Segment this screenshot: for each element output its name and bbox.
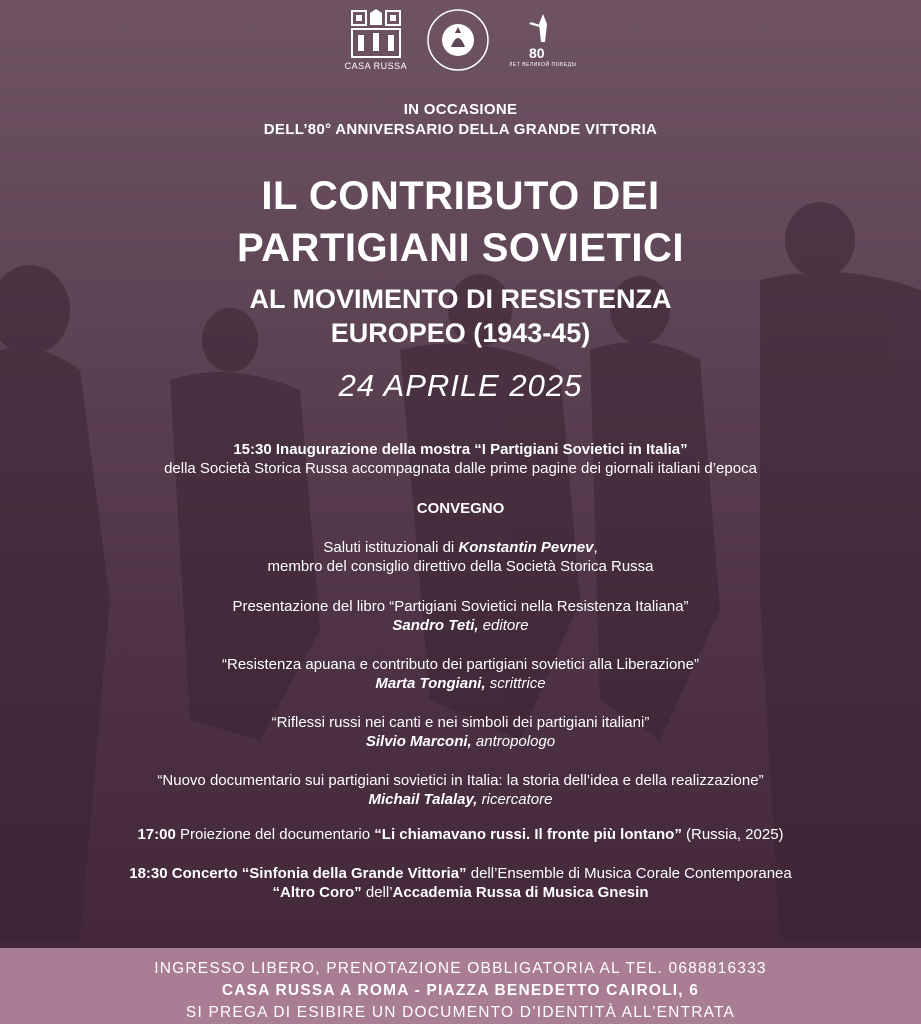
info-footer bbox=[0, 948, 921, 1024]
talk-role: scrittrice bbox=[485, 675, 546, 692]
logo1-text: CASA RUSSA bbox=[344, 61, 408, 71]
convegno-heading: CONVEGNO bbox=[416, 500, 505, 517]
talk-speaker: Michail Talalay, bbox=[368, 791, 478, 808]
talk-title: “Riflessi russi nei canti e nei simboli dei partigiani italiani” bbox=[271, 714, 650, 731]
talk-role: ricercatore bbox=[477, 791, 553, 808]
main-title bbox=[0, 170, 921, 274]
victory-80-logo bbox=[509, 6, 576, 74]
casa-russa-emblem-icon bbox=[350, 9, 402, 59]
talk-item bbox=[0, 771, 921, 809]
talk-role: editore bbox=[478, 617, 529, 634]
gnesin-academy-logo bbox=[425, 6, 491, 74]
opening-item bbox=[0, 440, 921, 478]
concert-connector: dell’ bbox=[361, 884, 393, 901]
opening-description: della Società Storica Russa accompagnata dalle prime pagine dei giornali italiani d’epoca bbox=[164, 460, 757, 477]
footer-address: CASA RUSSA A ROMA - PIAZZA BENEDETTO CAIROLI, 6 bbox=[221, 982, 700, 999]
talk-title: “Nuovo documentario sui partigiani sovietici in Italia: la storia dell’idea e della realizzazione” bbox=[157, 772, 764, 789]
talk-speaker: Silvio Marconi, bbox=[365, 733, 472, 750]
logo3-number: 80 bbox=[528, 45, 545, 60]
title-line4: EUROPEO (1943-45) bbox=[330, 318, 591, 348]
screening-suffix: (Russia, 2025) bbox=[681, 826, 784, 843]
title-line2: PARTIGIANI SOVIETICI bbox=[236, 226, 685, 270]
talk-speaker: Marta Tongiani, bbox=[375, 675, 486, 692]
occasion-heading bbox=[0, 100, 921, 140]
footer-line1: INGRESSO LIBERO, PRENOTAZIONE OBBLIGATORIA AL TEL. 0688816333 bbox=[154, 960, 767, 977]
greeting-item bbox=[0, 538, 921, 576]
choir-name: “Altro Coro” bbox=[272, 884, 362, 901]
occasion-line2: DELL’80° ANNIVERSARIO DELLA GRANDE VITTORIA bbox=[263, 121, 658, 138]
casa-russa-logo bbox=[345, 6, 408, 74]
talk-title: “Resistenza apuana e contributo dei partigiani sovietici alla Liberazione” bbox=[222, 656, 699, 673]
event-date: 24 APRILE 2025 bbox=[338, 368, 583, 403]
talk-item bbox=[0, 597, 921, 635]
occasion-line1: IN OCCASIONE bbox=[403, 101, 518, 118]
concert-title: 18:30 Concerto “Sinfonia della Grande Vittoria” bbox=[129, 865, 467, 882]
greeting-role: membro del consiglio direttivo della Società Storica Russa bbox=[267, 558, 654, 575]
sub-title bbox=[0, 282, 921, 350]
talk-item bbox=[0, 655, 921, 693]
talk-role: antropologo bbox=[471, 733, 556, 750]
greeting-prefix: Saluti istituzionali di bbox=[323, 539, 459, 556]
logo-bar bbox=[0, 6, 921, 74]
talk-speaker: Sandro Teti, bbox=[392, 617, 479, 634]
screening-text: Proiezione del documentario bbox=[175, 826, 375, 843]
opening-title: Inaugurazione della mostra “I Partigiani Sovietici in Italia” bbox=[275, 441, 688, 458]
concert-item bbox=[0, 864, 921, 902]
screening-item bbox=[0, 825, 921, 844]
concert-text: dell’Ensemble di Musica Corale Contemporanea bbox=[466, 865, 792, 882]
greeting-suffix: , bbox=[593, 539, 598, 556]
talk-item bbox=[0, 713, 921, 751]
gnesin-emblem-icon bbox=[425, 7, 491, 73]
footer-line3: SI PREGA DI ESIBIRE UN DOCUMENTO D’IDENTITÀ ALL’ENTRATA bbox=[185, 1004, 736, 1021]
talk-title: Presentazione del libro “Partigiani Sovietici nella Resistenza Italiana” bbox=[232, 598, 689, 615]
screening-title: “Li chiamavano russi. Il fronte più lontano” bbox=[374, 826, 682, 843]
greeting-speaker: Konstantin Pevnev bbox=[458, 539, 594, 556]
victory-monument-icon bbox=[523, 12, 563, 60]
title-line3: AL MOVIMENTO DI RESISTENZA bbox=[249, 284, 672, 314]
screening-time: 17:00 bbox=[137, 826, 176, 843]
academy-name: Accademia Russa di Musica Gnesin bbox=[392, 884, 649, 901]
opening-time: 15:30 bbox=[233, 441, 272, 458]
title-line1: IL CONTRIBUTO DEI bbox=[261, 174, 660, 218]
logo3-subtext: ЛЕТ ВЕЛИКОЙ ПОБЕДЫ bbox=[509, 62, 577, 68]
